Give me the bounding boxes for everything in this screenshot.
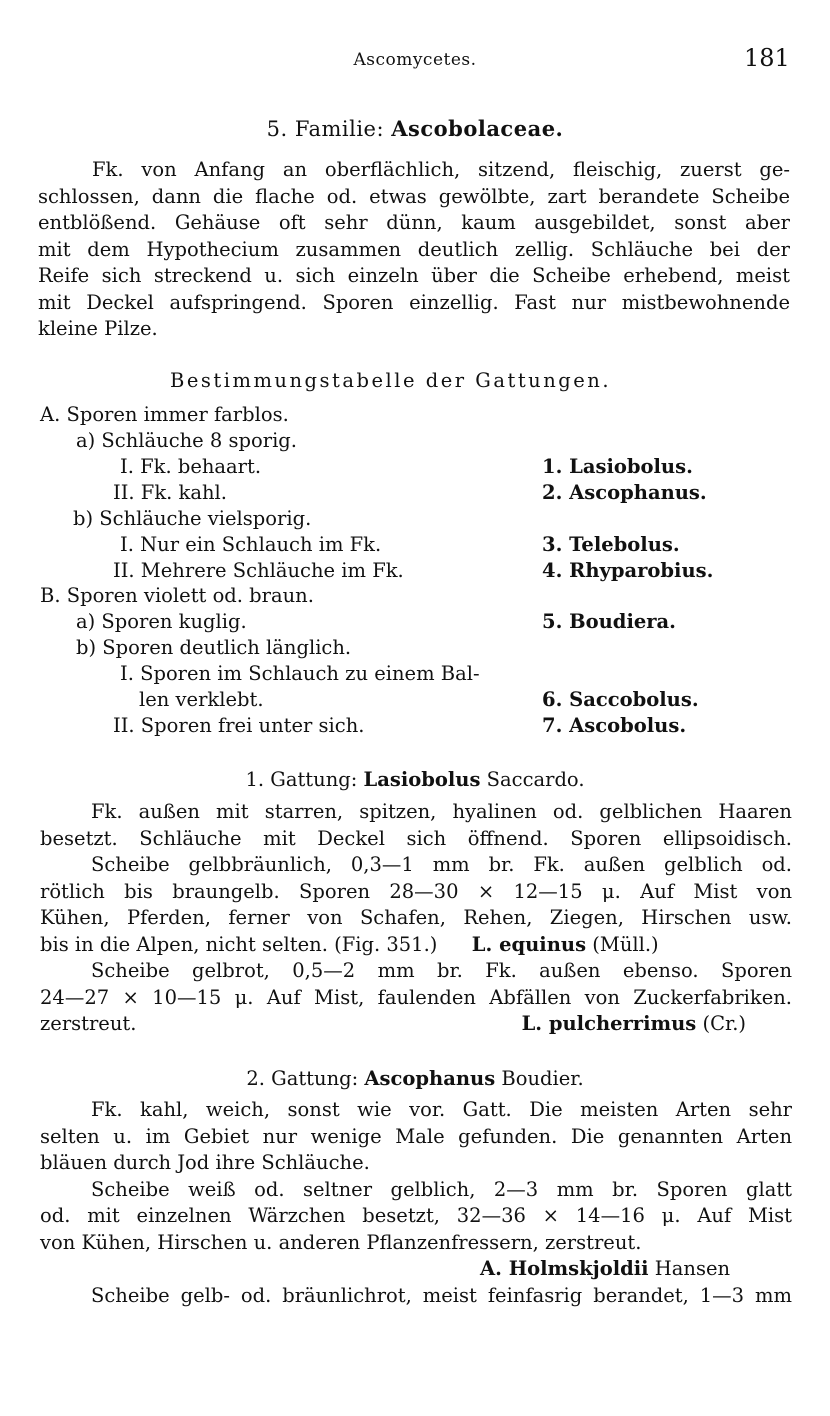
genus1-heading	[0, 768, 830, 791]
key-row-left: II. Fk. kahl.	[113, 481, 227, 504]
family-prefix: 5. Familie:	[266, 117, 385, 141]
text-line: Fk. kahl, weich, sonst wie vor. Gatt. Die meisten Arten sehr	[91, 1098, 792, 1121]
genus-name: Lasiobolus	[363, 768, 481, 791]
key-row-left: a) Sporen kuglig.	[76, 610, 247, 633]
genus-prefix: 1. Gattung:	[245, 768, 358, 791]
key-row-left: B. Sporen violett od. braun.	[40, 584, 314, 607]
running-title: Ascomycetes.	[353, 50, 477, 70]
key-row-left: b) Schläuche vielsporig.	[73, 507, 312, 530]
species-line	[40, 1011, 792, 1038]
key-row-genus: 3. Telebolus.	[542, 533, 680, 556]
genus1-text	[40, 799, 792, 1038]
text-line: schlossen, dann die flache od. etwas gewölbte, zart berandete Scheibe	[38, 184, 790, 208]
key-row-left: I. Fk. behaart.	[120, 455, 262, 478]
species-name: L. equinus	[471, 932, 587, 956]
key-row-left: I. Nur ein Schlauch im Fk.	[120, 533, 382, 556]
species-line	[40, 1256, 792, 1283]
key-title: Bestimmungstabelle der Gattungen.	[170, 369, 612, 392]
key-row-left: II. Sporen frei unter sich.	[113, 714, 365, 737]
key-row-left: b) Sporen deutlich länglich.	[76, 636, 352, 659]
text-line: Scheibe gelbrot, 0,5—2 mm br. Fk. außen ebenso. Sporen	[91, 959, 792, 982]
species-line	[40, 932, 792, 959]
text-line: kleine Pilze.	[38, 317, 158, 340]
text-line: selten u. im Gebiet nur wenige Male gefunden. Die genannten Arten	[40, 1124, 792, 1148]
key-row-left: len verklebt.	[139, 688, 264, 711]
text-line: mit dem Hypothecium zusammen deutlich zellig. Schläuche bei der	[38, 237, 790, 261]
key-row-left: A. Sporen immer farblos.	[40, 403, 289, 426]
text-line: bis in die Alpen, nicht selten. (Fig. 351.)	[40, 932, 438, 956]
genus2-heading	[0, 1067, 830, 1090]
text-line: od. mit einzelnen Wärzchen besetzt, 32—36 × 14—16 μ. Auf Mist	[40, 1204, 792, 1227]
genus2-text	[40, 1097, 792, 1309]
text-line: Fk. außen mit starren, spitzen, hyalinen od. gelblichen Haaren	[91, 800, 792, 823]
text-line: Kühen, Pferden, ferner von Schafen, Rehen, Ziegen, Hirschen usw.	[40, 906, 792, 929]
text-line: Scheibe weiß od. seltner gelblich, 2—3 mm br. Sporen glatt	[91, 1177, 792, 1201]
genus-prefix: 2. Gattung:	[246, 1067, 359, 1090]
text-line: Scheibe gelb- od. bräunlichrot, meist feinfasrig berandet, 1—3 mm	[91, 1283, 792, 1307]
species-author: (Cr.)	[702, 1012, 746, 1035]
text-line: von Kühen, Hirschen u. anderen Pflanzenfressern, zerstreut.	[40, 1230, 642, 1254]
key-row-genus: 5. Boudiera.	[542, 610, 676, 633]
species-name: L. pulcherrimus	[521, 1012, 697, 1035]
key-row-genus: 6. Saccobolus.	[542, 688, 699, 711]
species-name: A. Holmskjoldii	[480, 1257, 649, 1280]
species-author: (Müll.)	[592, 932, 659, 956]
genus-author: Boudier.	[501, 1067, 584, 1090]
key-row-genus: 4. Rhyparobius.	[542, 559, 714, 582]
family-title	[0, 116, 830, 141]
text-line: 24—27 × 10—15 μ. Auf Mist, faulenden Abfällen von Zuckerfabriken.	[40, 985, 792, 1009]
text-line: rötlich bis braungelb. Sporen 28—30 × 12—15 μ. Auf Mist von	[40, 879, 792, 903]
family-description	[38, 157, 790, 343]
genus-author: Saccardo.	[486, 768, 585, 791]
text-line: bläuen durch Jod ihre Schläuche.	[40, 1151, 370, 1174]
species-author: Hansen	[654, 1257, 731, 1280]
key-row-genus: 1. Lasiobolus.	[542, 455, 693, 478]
key-row-left: I. Sporen im Schlauch zu einem Bal-	[120, 662, 480, 685]
text-line: mit Deckel aufspringend. Sporen einzellig. Fast nur mistbewohnende	[38, 290, 790, 314]
key-row-genus: 2. Ascophanus.	[542, 481, 707, 504]
text-line: Reife sich streckend u. sich einzeln über die Scheibe erhebend, meist	[38, 264, 790, 287]
text-line: entblößend. Gehäuse oft sehr dünn, kaum ausgebildet, sonst aber	[38, 211, 790, 234]
text-line: Fk. von Anfang an oberflächlich, sitzend, fleischig, zuerst ge-	[92, 158, 790, 181]
family-name: Ascobolaceae.	[391, 116, 564, 141]
genus-name: Ascophanus	[364, 1067, 496, 1090]
key-row-left: II. Mehrere Schläuche im Fk.	[113, 559, 404, 582]
key-row-genus: 7. Ascobolus.	[542, 714, 687, 737]
text-line: zerstreut.	[40, 1012, 137, 1035]
text-line: Scheibe gelbbräunlich, 0,3—1 mm br. Fk. außen gelblich od.	[91, 853, 792, 876]
text-line: besetzt. Schläuche mit Deckel sich öffnend. Sporen ellipsoidisch.	[40, 826, 792, 850]
page-number: 181	[744, 44, 790, 72]
key-row-left: a) Schläuche 8 sporig.	[76, 429, 297, 452]
